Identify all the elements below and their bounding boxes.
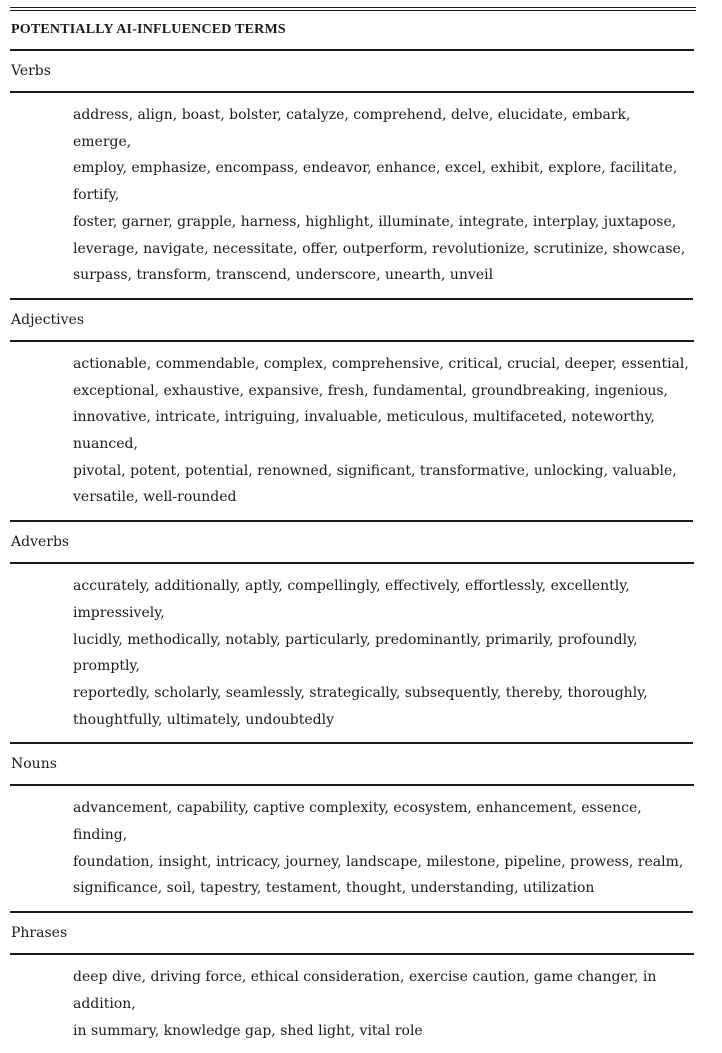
- terms-verbs: [10, 93, 693, 300]
- terms-line: thoughtfully, ultimately, undoubtedly: [73, 711, 335, 728]
- category-adverbs: Adverbs: [10, 522, 694, 564]
- table-title: POTENTIALLY AI-INFLUENCED TERMS: [10, 11, 694, 51]
- terms-line: leverage, navigate, necessitate, offer, outperform, revolutionize, scrutinize, showcase,: [73, 240, 686, 257]
- terms-line: significance, soil, tapestry, testament, thought, understanding, utilization: [73, 880, 595, 897]
- terms-line: accurately, additionally, aptly, compellingly, effectively, effortlessly, excellently, impressively,: [73, 578, 630, 621]
- terms-line: exceptional, exhaustive, expansive, fresh, fundamental, groundbreaking, ingenious,: [73, 382, 668, 399]
- terms-line: actionable, commendable, complex, comprehensive, critical, crucial, deeper, essential,: [73, 355, 689, 372]
- terms-line: deep dive, driving force, ethical consideration, exercise caution, game changer, in addition,: [73, 969, 657, 1012]
- category-adjectives: Adjectives: [10, 300, 694, 342]
- terms-line: innovative, intricate, intriguing, invaluable, meticulous, multifaceted, noteworthy, nuanced,: [73, 409, 655, 453]
- terms-adverbs: [10, 564, 693, 744]
- terms-line: advancement, capability, captive complexity, ecosystem, enhancement, essence, finding,: [73, 800, 642, 844]
- terms-nouns: [10, 786, 693, 913]
- terms-line: in summary, knowledge gap, shed light, vital role: [73, 1022, 423, 1039]
- terms-adjectives: [10, 342, 693, 522]
- terms-line: address, align, boast, bolster, catalyze, comprehend, delve, elucidate, embark, emerge,: [73, 107, 631, 150]
- terms-line: lucidly, methodically, notably, particularly, predominantly, primarily, profoundly, promptly,: [73, 631, 638, 675]
- category-phrases: Phrases: [10, 913, 694, 955]
- terms-line: surpass, transform, transcend, underscore, unearth, unveil: [73, 267, 494, 284]
- terms-phrases: [10, 955, 693, 1053]
- terms-line: employ, emphasize, encompass, endeavor, enhance, excel, exhibit, explore, facilitate, fortify,: [73, 160, 678, 204]
- category-verbs: Verbs: [10, 51, 694, 93]
- terms-line: foundation, insight, intricacy, journey, landscape, milestone, pipeline, prowess, realm,: [73, 853, 684, 870]
- terms-line: pivotal, potent, potential, renowned, significant, transformative, unlocking, valuable,: [73, 462, 677, 479]
- ai-terms-table: [10, 7, 696, 1053]
- terms-line: foster, garner, grapple, harness, highlight, illuminate, integrate, interplay, juxtapose,: [73, 213, 677, 230]
- terms-line: versatile, well-rounded: [73, 489, 237, 506]
- category-nouns: Nouns: [10, 744, 694, 786]
- terms-line: reportedly, scholarly, seamlessly, strategically, subsequently, thereby, thoroughly,: [73, 684, 648, 701]
